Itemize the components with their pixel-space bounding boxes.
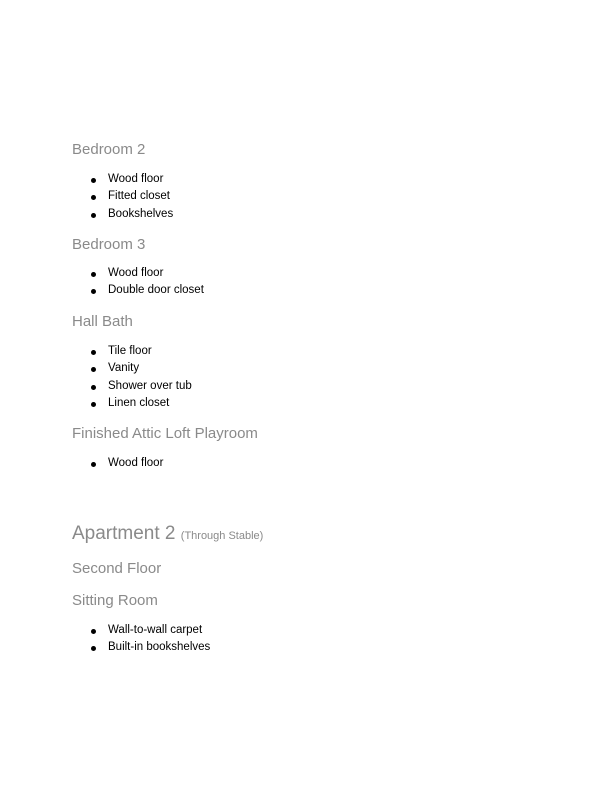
bedroom-3-list [72, 265, 204, 300]
apartment-subtitle: (Through Stable) [180, 530, 264, 542]
list-item [72, 171, 173, 188]
apartment-title: Apartment 2 [72, 523, 176, 544]
list-item-text: Linen closet [108, 396, 170, 409]
bullet-icon [91, 178, 96, 183]
section-heading-sitting-room: Sitting Room [72, 592, 158, 609]
list-item [72, 343, 192, 360]
apartment-heading [72, 524, 263, 543]
bullet-icon [91, 272, 96, 277]
section-heading-bedroom-3: Bedroom 3 [72, 236, 146, 253]
list-item-text: Fitted closet [108, 190, 170, 203]
list-item-text: Double door closet [108, 284, 204, 297]
bullet-icon [91, 195, 96, 200]
list-item-text: Vanity [108, 362, 140, 375]
list-item [72, 188, 173, 205]
bullet-icon [91, 367, 96, 372]
attic-loft-list [72, 455, 163, 472]
list-item-text: Tile floor [108, 345, 152, 357]
bullet-icon [91, 462, 96, 467]
sitting-room-list [72, 622, 210, 657]
list-item-text: Built-in bookshelves [108, 641, 211, 654]
list-item [72, 639, 210, 656]
bullet-icon [91, 402, 96, 407]
list-item-text: Wall-to-wall carpet [108, 624, 203, 636]
bullet-icon [91, 213, 96, 218]
list-item [72, 265, 204, 282]
list-item [72, 282, 204, 299]
section-heading-bedroom-2: Bedroom 2 [72, 141, 146, 158]
bedroom-2-list [72, 171, 173, 223]
bullet-icon [91, 629, 96, 634]
list-item [72, 622, 210, 639]
section-heading-attic-loft: Finished Attic Loft Playroom [72, 425, 258, 442]
list-item [72, 378, 192, 395]
list-item-text: Shower over tub [108, 379, 192, 392]
floor-heading: Second Floor [72, 560, 162, 577]
list-item-text: Wood floor [108, 457, 164, 469]
bullet-icon [91, 385, 96, 390]
list-item [72, 395, 192, 412]
list-item [72, 455, 163, 472]
list-item [72, 360, 192, 377]
list-item [72, 206, 173, 223]
bullet-icon [91, 350, 96, 355]
bullet-icon [91, 646, 96, 651]
list-item-text: Wood floor [108, 267, 164, 279]
list-item-text: Bookshelves [108, 207, 174, 220]
hall-bath-list [72, 343, 192, 412]
list-item-text: Wood floor [108, 173, 164, 185]
section-heading-hall-bath: Hall Bath [72, 313, 133, 330]
bullet-icon [91, 289, 96, 294]
